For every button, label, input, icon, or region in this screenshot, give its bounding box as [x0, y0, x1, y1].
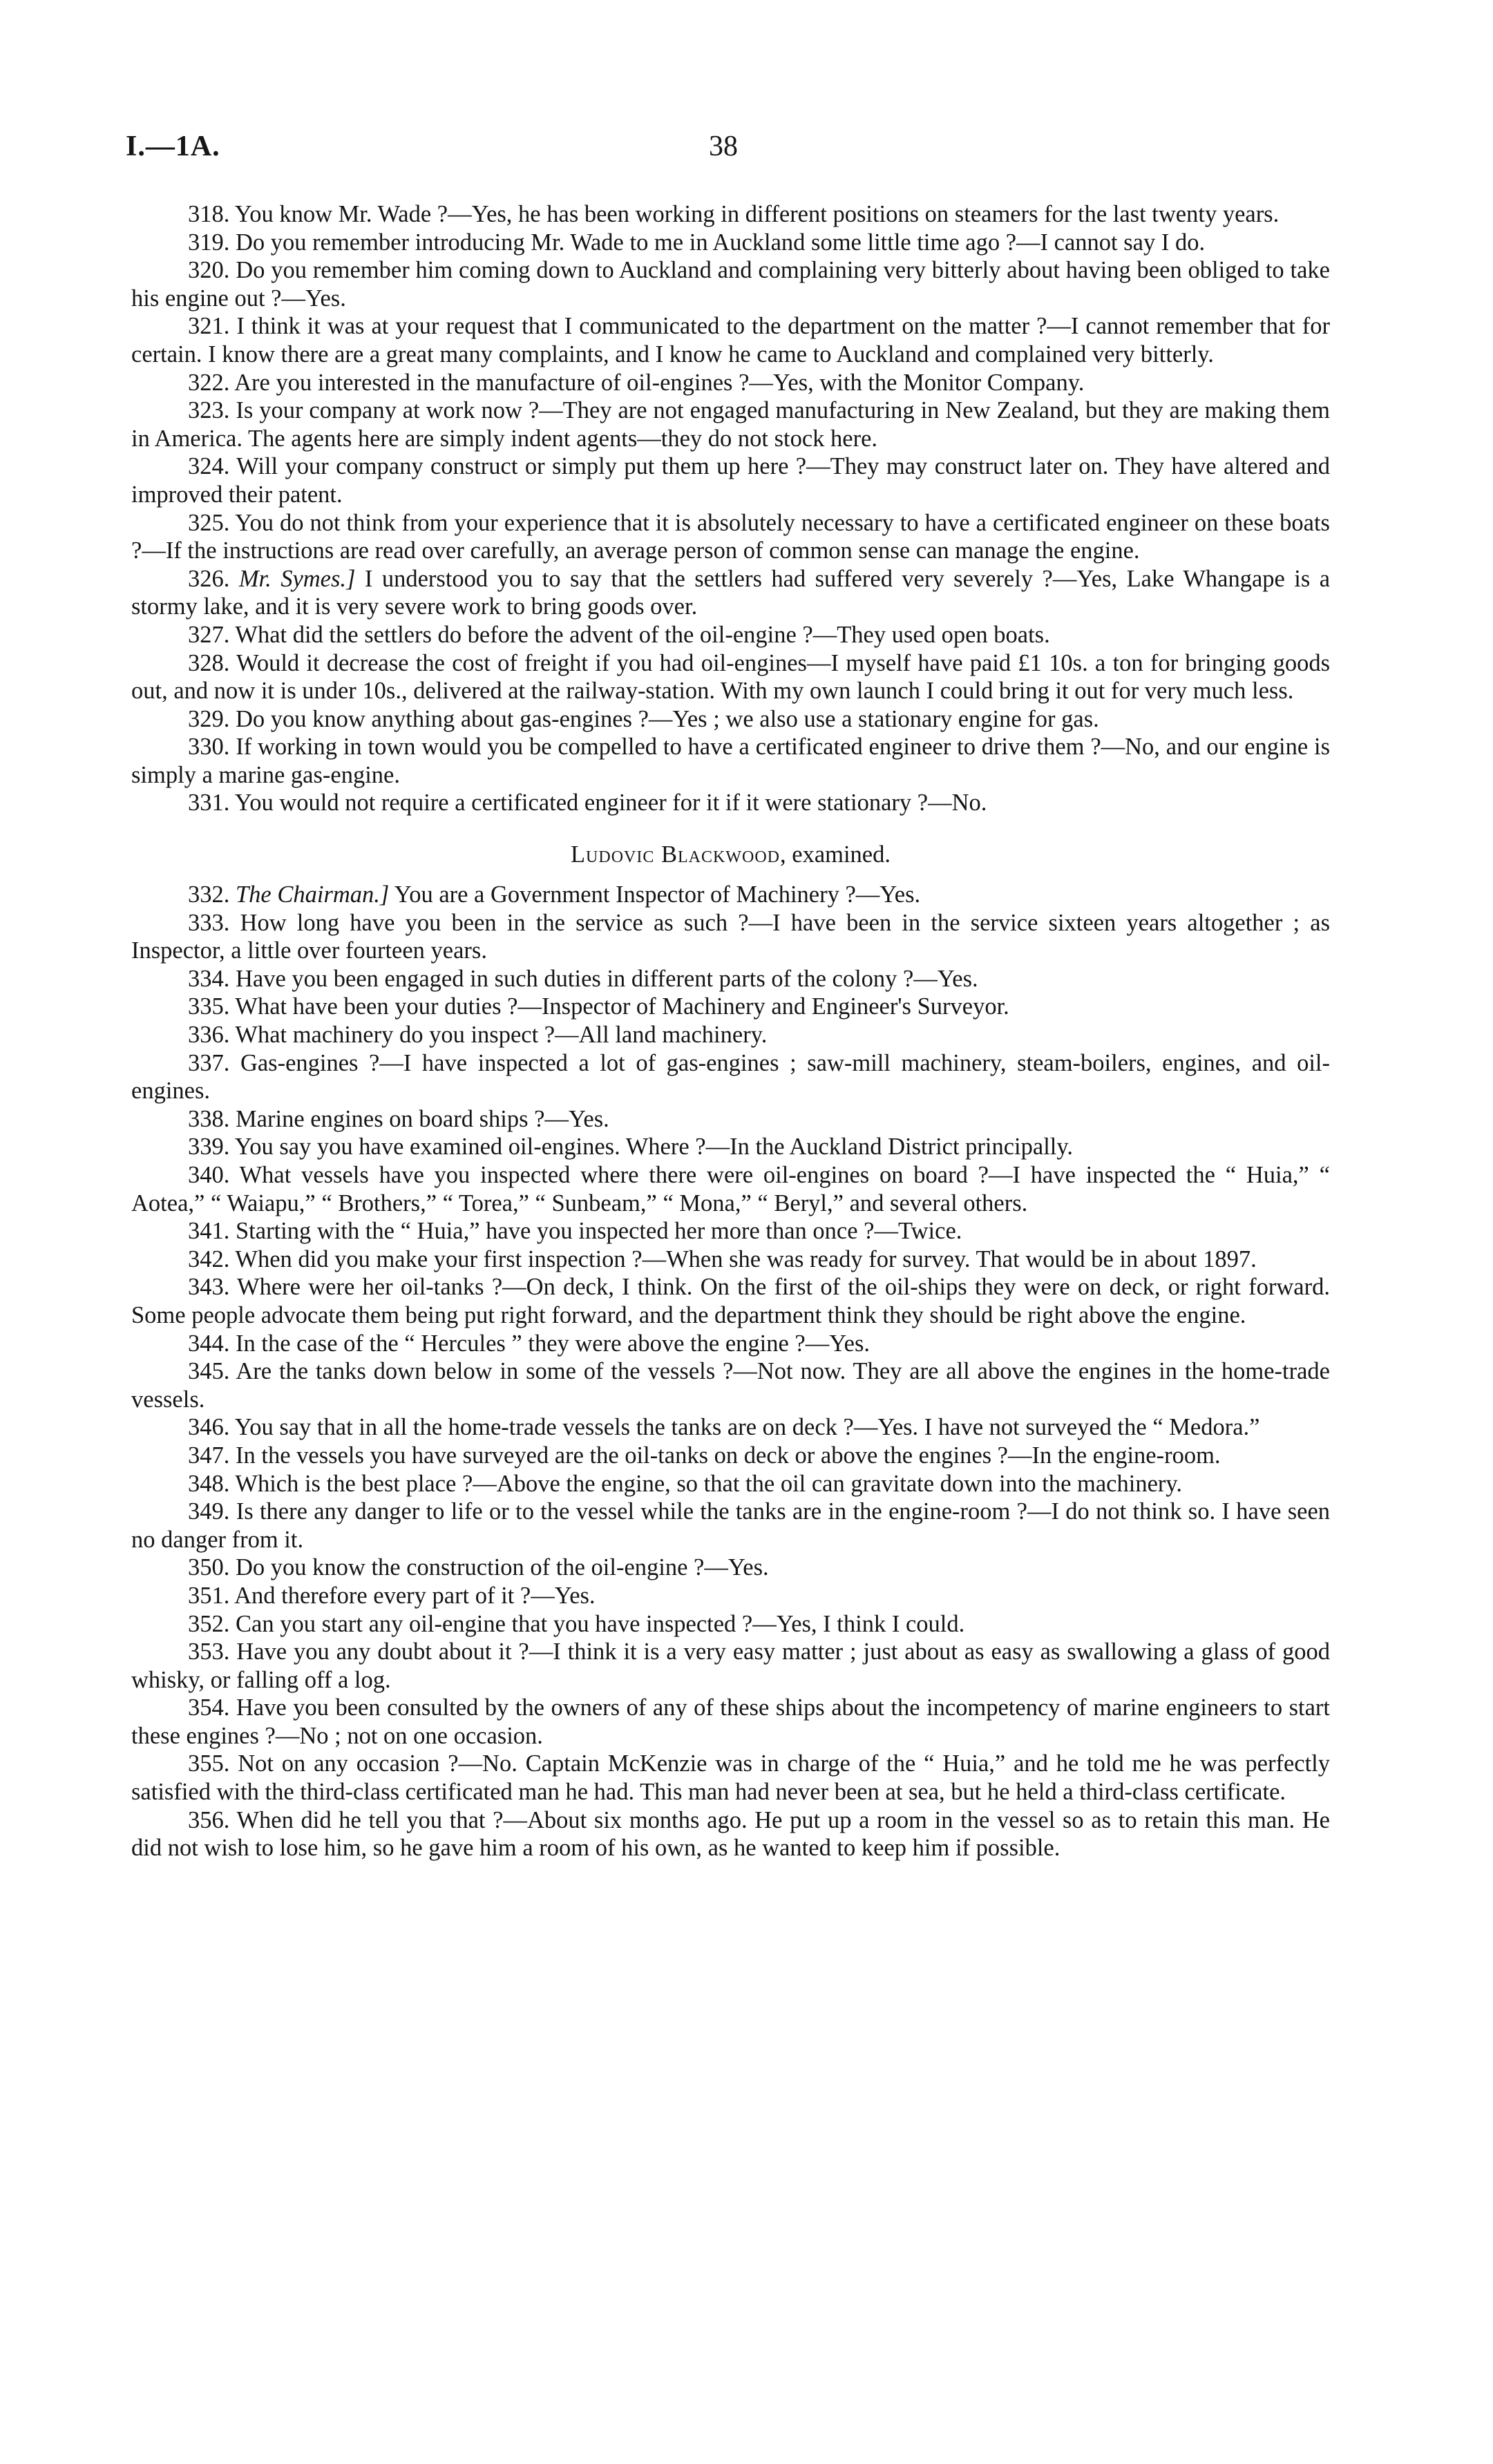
question-number: 341. [188, 1218, 230, 1245]
question-number: 346. [188, 1414, 230, 1441]
question-answer-text: What vessels have you inspected where there were oil-engines on board ?—I have inspected the “ Huia,” “ Aotea,” “ Waiapu,” “ Brothers,” “ Torea,” “ Sunbeam,” “ Mona,” “ Beryl,” and several others. [131, 1162, 1330, 1216]
question-paragraph [131, 789, 1330, 817]
question-number: 328. [188, 649, 230, 676]
question-paragraph [131, 1021, 1330, 1049]
question-answer-text: I think it was at your request that I communicated to the department on the matter ?—I cannot remember that for certain. I know there are a great many complaints, and I know he came to Auckland and complained very bitterly. [131, 313, 1330, 367]
question-answer-text: Are the tanks down below in some of the vessels ?—Not now. They are all above the engines in the home-trade vessels. [131, 1358, 1330, 1413]
question-paragraph [131, 1750, 1330, 1806]
question-answer-text: Have you been engaged in such duties in different parts of the colony ?—Yes. [236, 965, 978, 992]
question-number: 336. [188, 1022, 230, 1049]
question-number: 318. [188, 201, 230, 227]
question-number: 325. [188, 509, 230, 536]
question-answer-text: What did the settlers do before the advent of the oil-engine ?—They used open boats. [235, 621, 1050, 648]
question-answer-text: In the case of the “ Hercules ” they were above the engine ?—Yes. [236, 1330, 871, 1357]
question-paragraph [131, 1217, 1330, 1245]
testimony-section-1 [131, 200, 1330, 817]
question-paragraph [131, 1245, 1330, 1274]
question-answer-text: Where were her oil-tanks ?—On deck, I think. On the first of the oil-ships they were on deck, or right forward. Some people advocate them being put right forward, and the department think they should be right above the engine. [131, 1274, 1330, 1328]
question-paragraph [131, 881, 1330, 909]
question-answer-text: If working in town would you be compelled to have a certificated engineer to drive them ?—No, and our engine is simply a marine gas-engine. [131, 734, 1330, 788]
page-content [131, 200, 1330, 1862]
question-number: 340. [188, 1162, 230, 1188]
question-answer-text: When did you make your first inspection ?—When she was ready for survey. That would be in about 1897. [235, 1245, 1257, 1272]
question-number: 334. [188, 965, 230, 992]
question-number: 339. [188, 1134, 230, 1161]
paper-reference: I.—1A. [126, 131, 220, 162]
question-paragraph [131, 1330, 1330, 1358]
question-number: 345. [188, 1358, 230, 1385]
question-paragraph [131, 1470, 1330, 1498]
question-number: 335. [188, 993, 230, 1020]
question-paragraph [131, 509, 1330, 565]
question-paragraph [131, 1413, 1330, 1442]
question-answer-text: You say that in all the home-trade vessels the tanks are on deck ?—Yes. I have not surveyed the “ Medora.” [234, 1414, 1260, 1441]
question-paragraph [131, 200, 1330, 229]
question-number: 337. [188, 1049, 230, 1076]
question-number: 332. [188, 881, 230, 908]
question-number: 331. [188, 790, 230, 816]
question-paragraph [131, 369, 1330, 397]
question-answer-text: You would not require a certificated engineer for it if it were stationary ?—No. [234, 790, 987, 816]
question-number: 320. [188, 257, 230, 284]
question-paragraph [131, 1161, 1330, 1217]
question-paragraph [131, 1694, 1330, 1750]
question-paragraph [131, 1554, 1330, 1582]
question-number: 323. [188, 397, 230, 424]
witness-heading-suffix: , examined. [780, 841, 891, 868]
question-number: 350. [188, 1554, 230, 1581]
question-answer-text: Starting with the “ Huia,” have you inspected her more than once ?—Twice. [236, 1218, 962, 1245]
question-answer-text: Will your company construct or simply put them up here ?—They may construct later on. They have altered and improved their patent. [131, 453, 1330, 508]
question-answer-text: Do you know the construction of the oil-engine ?—Yes. [236, 1554, 769, 1581]
question-paragraph [131, 397, 1330, 452]
question-answer-text: Are you interested in the manufacture of oil-engines ?—Yes, with the Monitor Company. [234, 369, 1085, 396]
question-paragraph [131, 621, 1330, 649]
question-number: 322. [188, 369, 230, 396]
question-answer-text: Can you start any oil-engine that you have inspected ?—Yes, I think I could. [236, 1610, 965, 1637]
question-answer-text: And therefore every part of it ?—Yes. [234, 1582, 596, 1609]
question-number: 319. [188, 229, 230, 256]
question-answer-text: Gas-engines ?—I have inspected a lot of gas-engines ; saw-mill machinery, steam-boilers, engines, and oil-engines. [131, 1049, 1330, 1105]
page-number: 38 [709, 131, 738, 162]
question-paragraph [131, 649, 1330, 705]
question-number: 327. [188, 621, 230, 648]
question-number: 351. [188, 1582, 230, 1609]
page-header [126, 130, 1331, 171]
question-paragraph [131, 565, 1330, 621]
question-answer-text: You know Mr. Wade ?—Yes, he has been working in different positions on steamers for the last twenty years. [234, 201, 1280, 227]
question-number: 326. [188, 565, 230, 592]
question-number: 349. [188, 1498, 230, 1525]
question-answer-text: When did he tell you that ?—About six months ago. He put up a room in the vessel so as to retain this man. He did not wish to lose him, so he gave him a room of his own, as he wanted to keep him if possible. [131, 1806, 1330, 1862]
question-answer-text: Would it decrease the cost of freight if you had oil-engines—I myself have paid £1 10s. a ton for bringing goods out, and now it is under 10s., delivered at the railway-station. With my own launch I could bring it out for very much less. [131, 649, 1330, 705]
question-paragraph [131, 229, 1330, 257]
witness-name: Ludovic Blackwood [570, 841, 781, 868]
question-answer-text: Have you been consulted by the owners of any of these ships about the incompetency of marine engineers to start these engines ?—No ; not on one occasion. [131, 1694, 1331, 1749]
question-answer-text: You do not think from your experience that it is absolutely necessary to have a certificated engineer on these boats ?—If the instructions are read over carefully, an average person of common sense can manage the engine. [131, 509, 1330, 564]
question-answer-text: I understood you to say that the settlers had suffered very severely ?—Yes, Lake Whangape is a stormy lake, and it is very severe work to bring goods over. [131, 565, 1331, 620]
question-paragraph [131, 1638, 1330, 1694]
question-answer-text: In the vessels you have surveyed are the oil-tanks on deck or above the engines ?—In the engine-room. [236, 1442, 1221, 1469]
question-number: 352. [188, 1610, 230, 1637]
question-paragraph [131, 452, 1330, 508]
question-number: 324. [188, 453, 230, 480]
question-answer-text: Is there any danger to life or to the vessel while the tanks are in the engine-room ?—I do not think so. I have seen no danger from it. [131, 1498, 1331, 1553]
testimony-section-2 [131, 881, 1330, 1862]
question-paragraph [131, 1806, 1330, 1862]
speaker-label: The Chairman.] [236, 881, 390, 908]
question-paragraph [131, 733, 1330, 789]
question-paragraph [131, 1357, 1330, 1413]
question-number: 344. [188, 1330, 230, 1357]
question-answer-text: What have been your duties ?—Inspector of Machinery and Engineer's Surveyor. [235, 993, 1009, 1020]
question-number: 353. [188, 1639, 230, 1665]
question-paragraph [131, 1582, 1330, 1610]
question-answer-text: Marine engines on board ships ?—Yes. [236, 1105, 609, 1132]
question-number: 333. [188, 909, 230, 936]
question-paragraph [131, 1105, 1330, 1134]
question-answer-text: You are a Government Inspector of Machinery ?—Yes. [394, 881, 921, 908]
question-paragraph [131, 256, 1330, 312]
question-number: 342. [188, 1245, 230, 1272]
question-paragraph [131, 909, 1330, 965]
question-paragraph [131, 705, 1330, 734]
question-answer-text: You say you have examined oil-engines. Where ?—In the Auckland District principally. [234, 1134, 1074, 1161]
question-paragraph [131, 1442, 1330, 1470]
question-number: 348. [188, 1470, 230, 1497]
question-number: 355. [188, 1750, 230, 1777]
question-number: 321. [188, 313, 230, 340]
question-answer-text: Do you remember him coming down to Auckland and complaining very bitterly about having been obliged to take his engine out ?—Yes. [131, 257, 1330, 312]
question-paragraph [131, 1133, 1330, 1161]
question-paragraph [131, 1610, 1330, 1639]
question-number: 347. [188, 1442, 230, 1469]
question-paragraph [131, 1273, 1330, 1329]
question-paragraph [131, 993, 1330, 1021]
question-paragraph [131, 1498, 1330, 1554]
question-number: 329. [188, 705, 230, 732]
question-number: 343. [188, 1274, 230, 1301]
question-answer-text: Not on any occasion ?—No. Captain McKenzie was in charge of the “ Huia,” and he told me he was perfectly satisfied with the third-class certificated man he had. This man had never been at sea, but he held a third-class certificate. [131, 1750, 1330, 1806]
question-answer-text: Have you any doubt about it ?—I think it is a very easy matter ; just about as easy as swallowing a glass of good whisky, or falling off a log. [131, 1639, 1331, 1693]
question-number: 354. [188, 1694, 230, 1721]
witness-heading [131, 841, 1330, 868]
question-number: 338. [188, 1105, 230, 1132]
question-paragraph [131, 965, 1330, 993]
question-paragraph [131, 312, 1330, 368]
question-answer-text: Do you remember introducing Mr. Wade to me in Auckland some little time ago ?—I cannot say I do. [236, 229, 1206, 256]
question-answer-text: Do you know anything about gas-engines ?—Yes ; we also use a stationary engine for gas. [236, 705, 1099, 732]
question-answer-text: What machinery do you inspect ?—All land machinery. [235, 1022, 768, 1049]
question-answer-text: Which is the best place ?—Above the engine, so that the oil can gravitate down into the machinery. [235, 1470, 1183, 1497]
question-number: 330. [188, 734, 230, 761]
question-answer-text: Is your company at work now ?—They are not engaged manufacturing in New Zealand, but they are making them in America. The agents here are simply indent agents—they do not stock here. [131, 397, 1330, 452]
speaker-label: Mr. Symes.] [238, 565, 356, 592]
question-paragraph [131, 1049, 1330, 1105]
question-answer-text: How long have you been in the service as such ?—I have been in the service sixteen years altogether ; as Inspector, a little over fourteen years. [131, 909, 1330, 964]
question-number: 356. [188, 1806, 230, 1833]
